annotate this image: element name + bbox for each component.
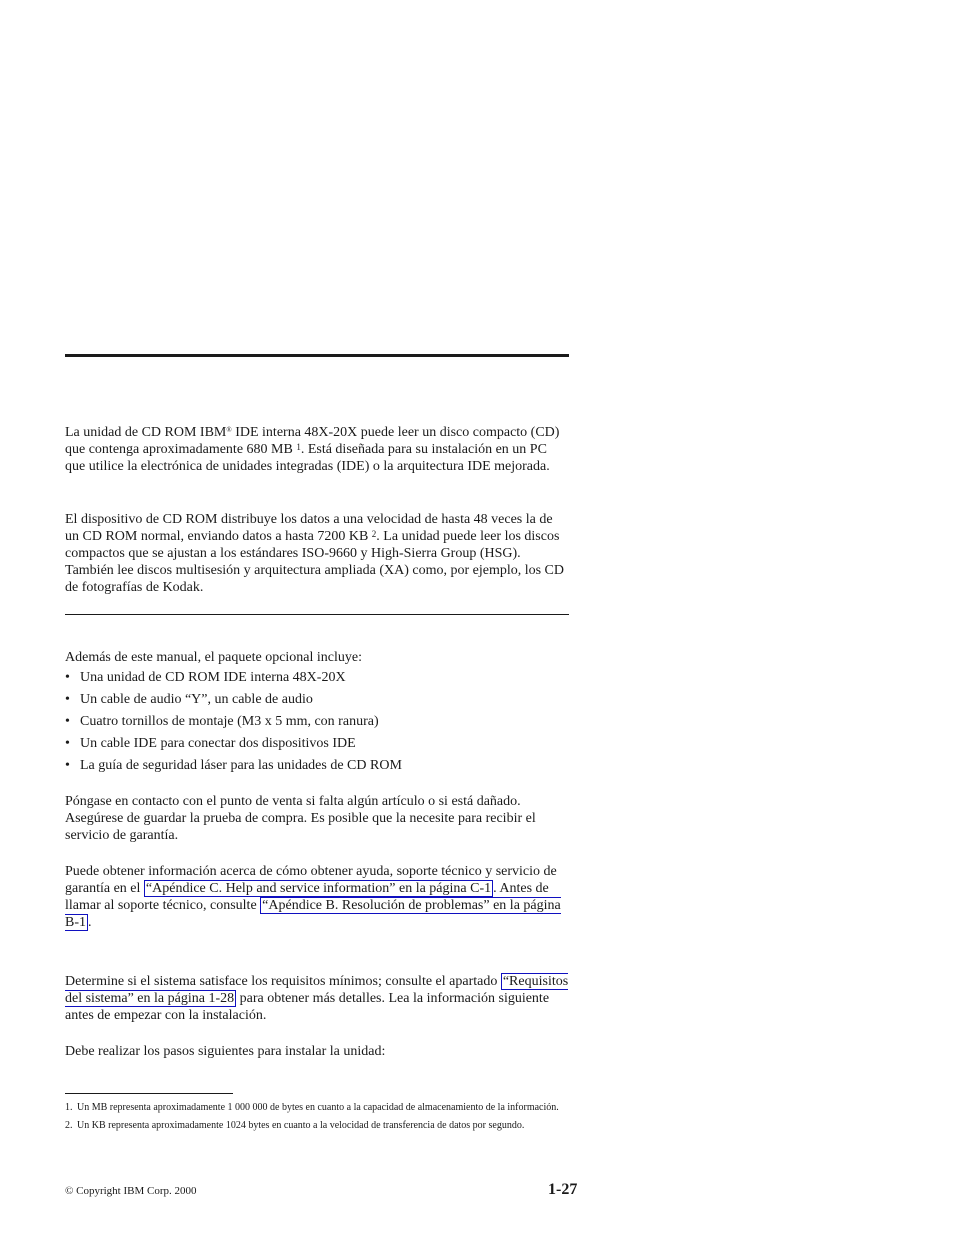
- list-item-text: Un cable IDE para conectar dos dispositivos IDE: [80, 736, 356, 751]
- bullet-icon: •: [65, 670, 70, 685]
- intro-text: IDE interna 48X-20X puede leer un disco compacto (CD) que contenga aproximadamente 680 MB: [65, 425, 560, 457]
- list-item-text: Cuatro tornillos de montaje (M3 x 5 mm, con ranura): [80, 714, 379, 729]
- section-divider-thick: [65, 354, 569, 357]
- steps-intro: Debe realizar los pasos siguientes para instalar la unidad:: [65, 1044, 386, 1059]
- list-item: [65, 669, 569, 691]
- help-text: . Antes de llamar al soporte técnico, consulte: [65, 881, 549, 913]
- bullet-icon: •: [65, 736, 70, 751]
- copyright-notice: © Copyright IBM Corp. 2000: [65, 1185, 197, 1197]
- appendix-b-link[interactable]: “Apéndice B. Resolución de problemas” en la página B-1: [65, 898, 561, 930]
- requirements-paragraph: [65, 973, 569, 1024]
- help-text: Puede obtener información acerca de cómo obtener ayuda, soporte técnico y servicio de garantía en el: [65, 864, 557, 896]
- requirements-text: para obtener más detalles. Lea la información siguiente antes de empezar con la instalación.: [65, 991, 550, 1023]
- intro-text: La unidad de CD ROM IBM: [65, 425, 227, 440]
- footnote-text: Un KB representa aproximadamente 1024 bytes en cuanto a la velocidad de transferencia de datos por segundo.: [77, 1120, 525, 1131]
- intro-paragraph-1: [65, 424, 569, 475]
- package-contents-list: [65, 669, 569, 779]
- intro-text: . Está diseñada para su instalación en un PC que utilice la electrónica de unidades integradas (IDE) o la arquitectura IDE mejorada.: [65, 442, 550, 474]
- intro-text: El dispositivo de CD ROM distribuye los datos a una velocidad de hasta 48 veces la de un CD ROM normal, enviando datos a hasta 7200 KB: [65, 512, 553, 544]
- bullet-icon: •: [65, 714, 70, 729]
- intro-paragraph-2: [65, 511, 569, 596]
- footnote-ref-2[interactable]: 2: [371, 529, 377, 539]
- list-item-text: Un cable de audio “Y”, un cable de audio: [80, 692, 313, 707]
- list-item: [65, 713, 569, 735]
- system-requirements-link[interactable]: “Requisitos del sistema” en la página 1-28: [65, 974, 569, 1006]
- page-number: 1-27: [548, 1181, 578, 1198]
- footnote-number: 2.: [65, 1120, 73, 1131]
- footnote-number: 1.: [65, 1102, 73, 1113]
- bullet-icon: •: [65, 758, 70, 773]
- footnote-1: [65, 1101, 569, 1115]
- list-item: [65, 691, 569, 713]
- section-divider: [65, 614, 569, 615]
- registered-mark: ®: [226, 426, 232, 434]
- footnote-2: [65, 1119, 569, 1133]
- bullet-icon: •: [65, 692, 70, 707]
- footnote-text: Un MB representa aproximadamente 1 000 000 de bytes en cuanto a la capacidad de almacenamiento de la información.: [77, 1102, 559, 1113]
- intro-text: . La unidad puede leer los discos compactos que se ajustan a los estándares ISO-9660 y High-Sierra Group (HSG). También lee discos multisesión y arquitectura ampliada (XA) como, por ejemplo, los CD de fotografías de Kodak.: [65, 529, 565, 595]
- help-text: .: [88, 915, 92, 930]
- list-item: [65, 735, 569, 757]
- footnotes: [65, 1101, 569, 1137]
- requirements-text: Determine si el sistema satisface los requisitos mínimos; consulte el apartado: [65, 974, 501, 989]
- list-item-text: Una unidad de CD ROM IDE interna 48X-20X: [80, 670, 346, 685]
- contact-paragraph: Póngase en contacto con el punto de venta si falta algún artículo o si está dañado. Asegúrese de guardar la prueba de compra. Es posible que la necesite para recibir el servicio de garantía.: [65, 794, 536, 843]
- appendix-c-link[interactable]: “Apéndice C. Help and service information” en la página C-1: [145, 881, 492, 896]
- list-item-text: La guía de seguridad láser para las unidades de CD ROM: [80, 758, 402, 773]
- package-intro: Además de este manual, el paquete opcional incluye:: [65, 650, 363, 665]
- help-paragraph: [65, 863, 569, 931]
- footnote-ref-1[interactable]: 1: [296, 442, 301, 452]
- list-item: [65, 757, 569, 779]
- footnote-separator: [65, 1093, 233, 1094]
